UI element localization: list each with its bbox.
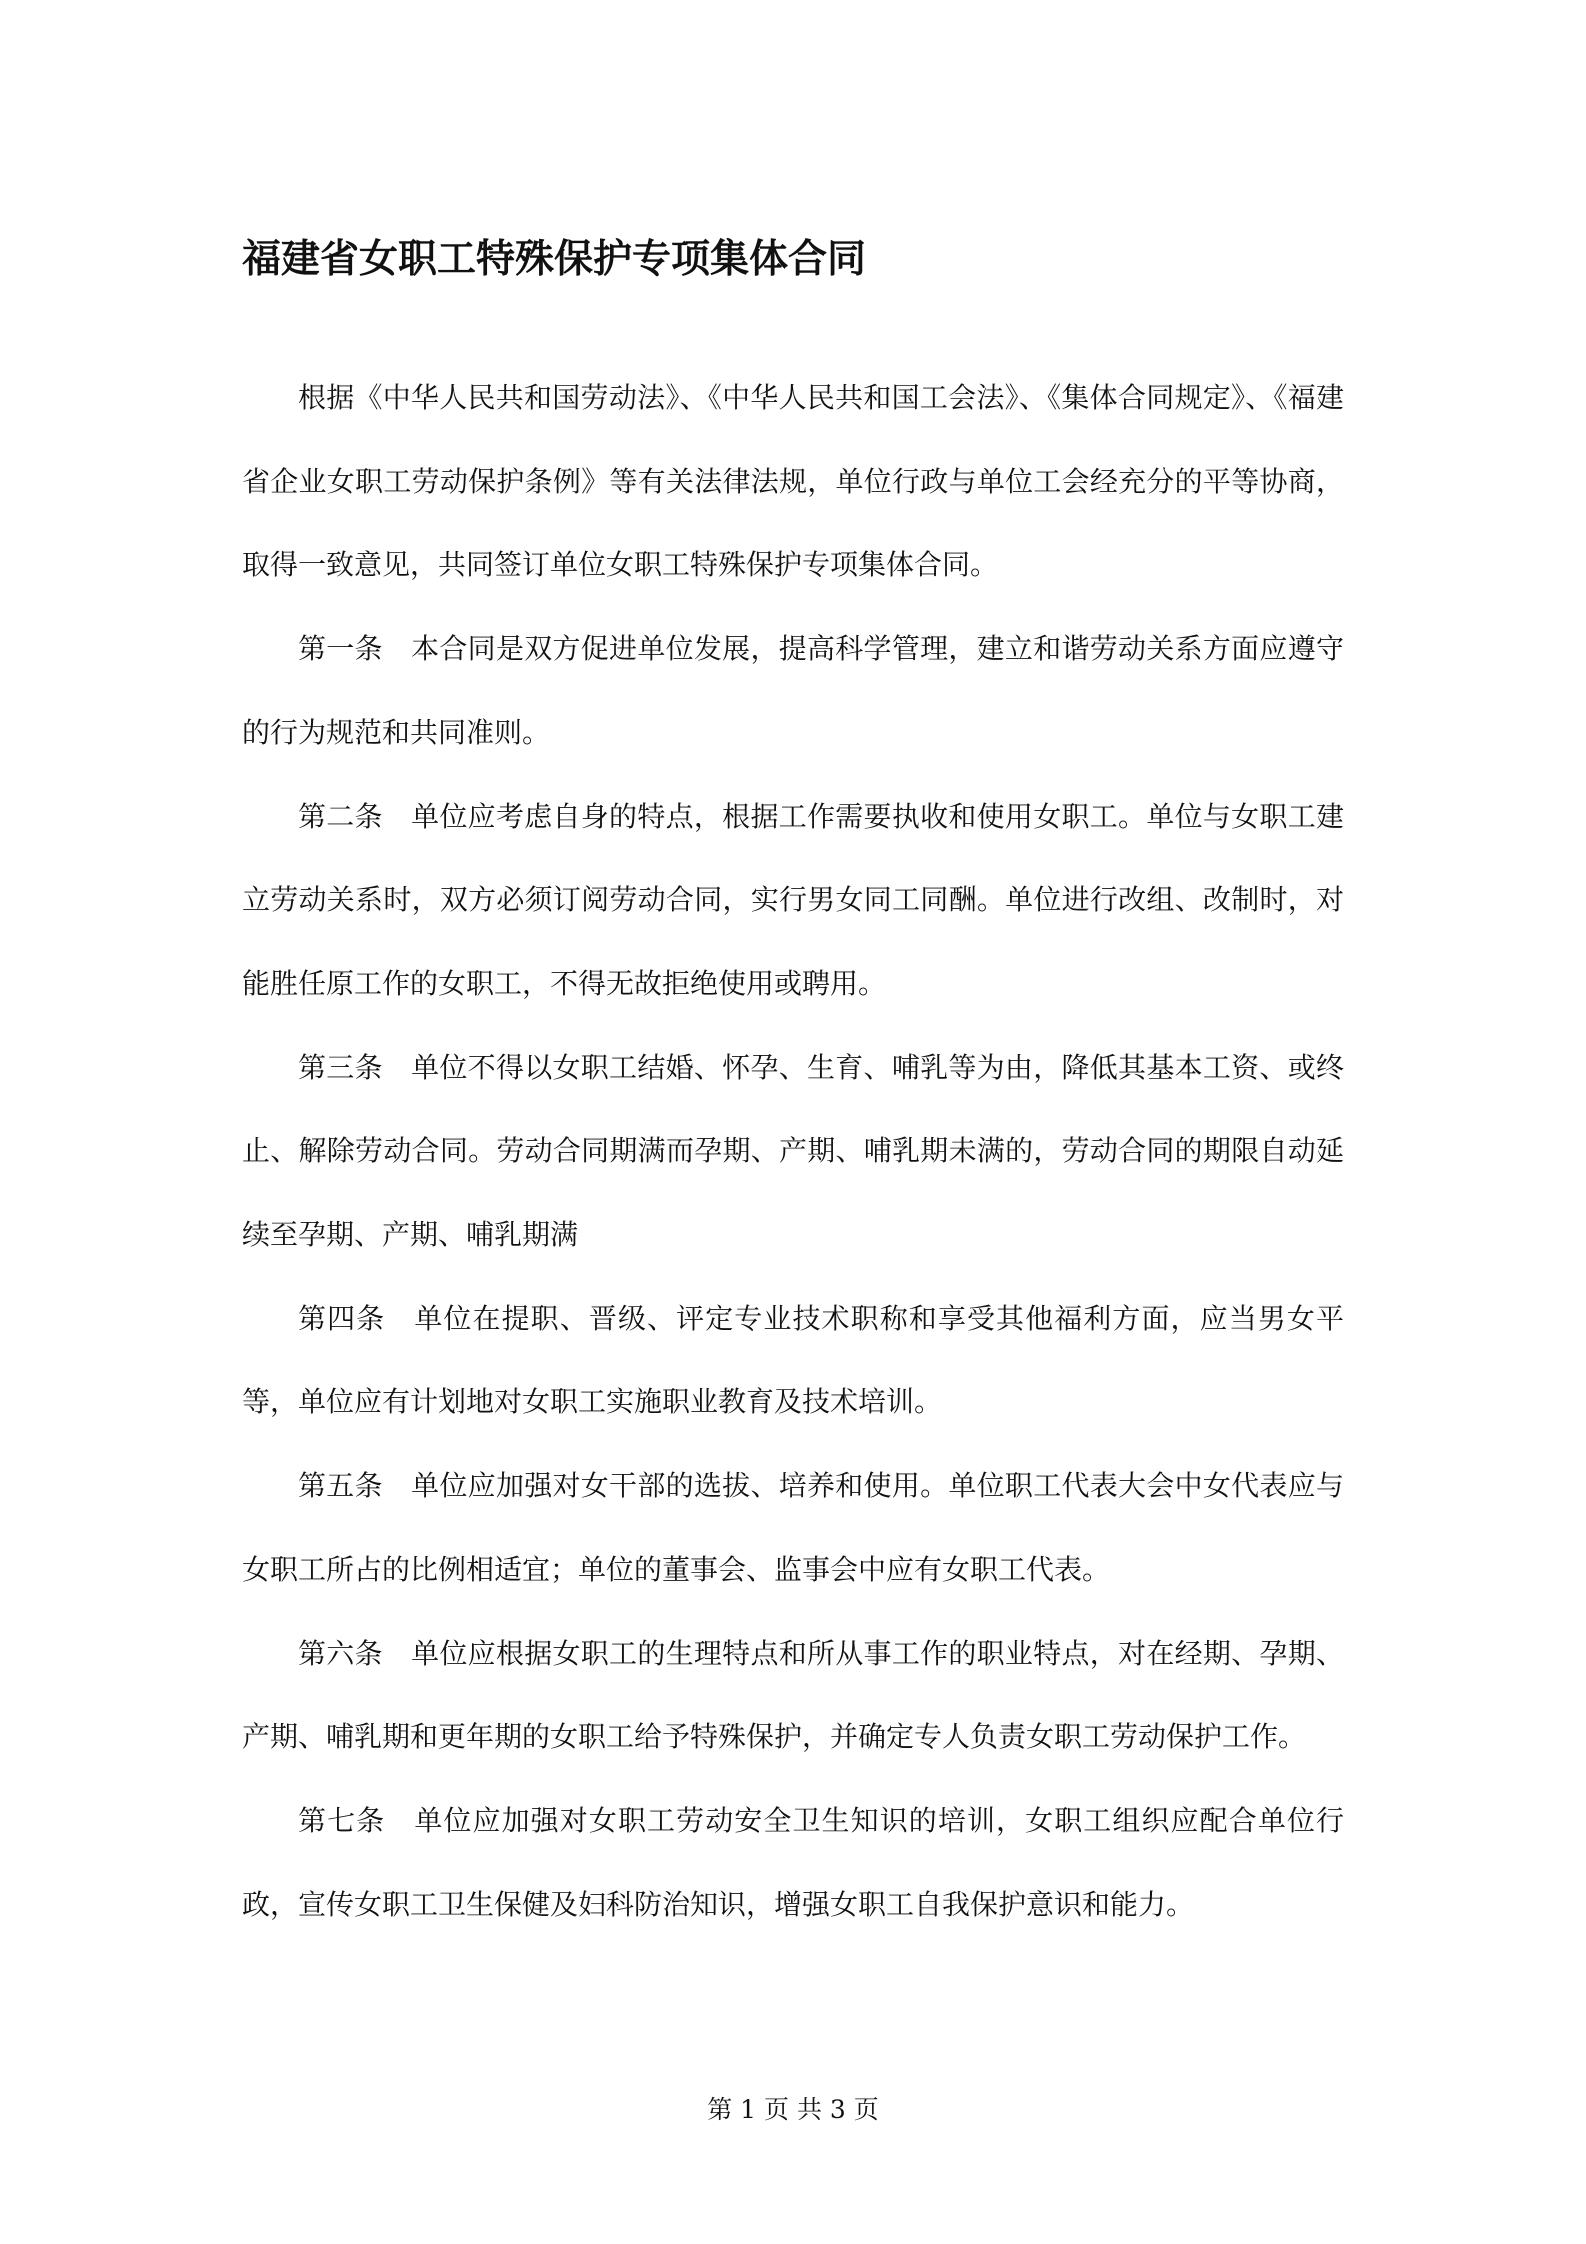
article-3-paragraph: 第三条 单位不得以女职工结婚、怀孕、生育、哺乳等为由，降低其基本工资、或终止、解除劳动合同。劳动合同期满而孕期、产期、哺乳期未满的，劳动合同的期限自动延续至孕期、产期、哺乳期满 [242, 1050, 1344, 1252]
article-7-paragraph: 第七条 单位应加强对女职工劳动安全卫生知识的培训，女职工组织应配合单位行政，宣传女职工卫生保健及妇科防治知识，增强女职工自我保护意识和能力。 [242, 1803, 1344, 1921]
preamble-paragraph: 根据《中华人民共和国劳动法》、《中华人民共和国工会法》、《集体合同规定》、《福建省企业女职工劳动保护条例》等有关法律法规，单位行政与单位工会经充分的平等协商，取得一致意见，共同签订单位女职工特殊保护专项集体合同。 [242, 381, 1344, 582]
article-5-paragraph: 第五条 单位应加强对女干部的选拔、培养和使用。单位职工代表大会中女代表应与女职工所占的比例相适宜；单位的董事会、监事会中应有女职工代表。 [242, 1469, 1344, 1586]
article-4-paragraph: 第四条 单位在提职、晋级、评定专业技术职称和享受其他福利方面，应当男女平等，单位应有计划地对女职工实施职业教育及技术培训。 [242, 1301, 1344, 1419]
document-title: 福建省女职工特殊保护专项集体合同 [242, 237, 867, 282]
article-6-paragraph: 第六条 单位应根据女职工的生理特点和所从事工作的职业特点，对在经期、孕期、产期、哺乳期和更年期的女职工给予特殊保护，并确定专人负责女职工劳动保护工作。 [242, 1636, 1344, 1754]
article-1-paragraph: 第一条 本合同是双方促进单位发展，提高科学管理，建立和谐劳动关系方面应遵守的行为规范和共同准则。 [242, 632, 1344, 749]
page-number-footer: 第 1 页 共 3 页 [707, 2095, 879, 2124]
document-body [242, 356, 1344, 1946]
article-2-paragraph: 第二条 单位应考虑自身的特点，根据工作需要执收和使用女职工。单位与女职工建立劳动关系时，双方必须订阅劳动合同，实行男女同工同酬。单位进行改组、改制时，对能胜任原工作的女职工，不得无故拒绝使用或聘用。 [242, 799, 1344, 1000]
